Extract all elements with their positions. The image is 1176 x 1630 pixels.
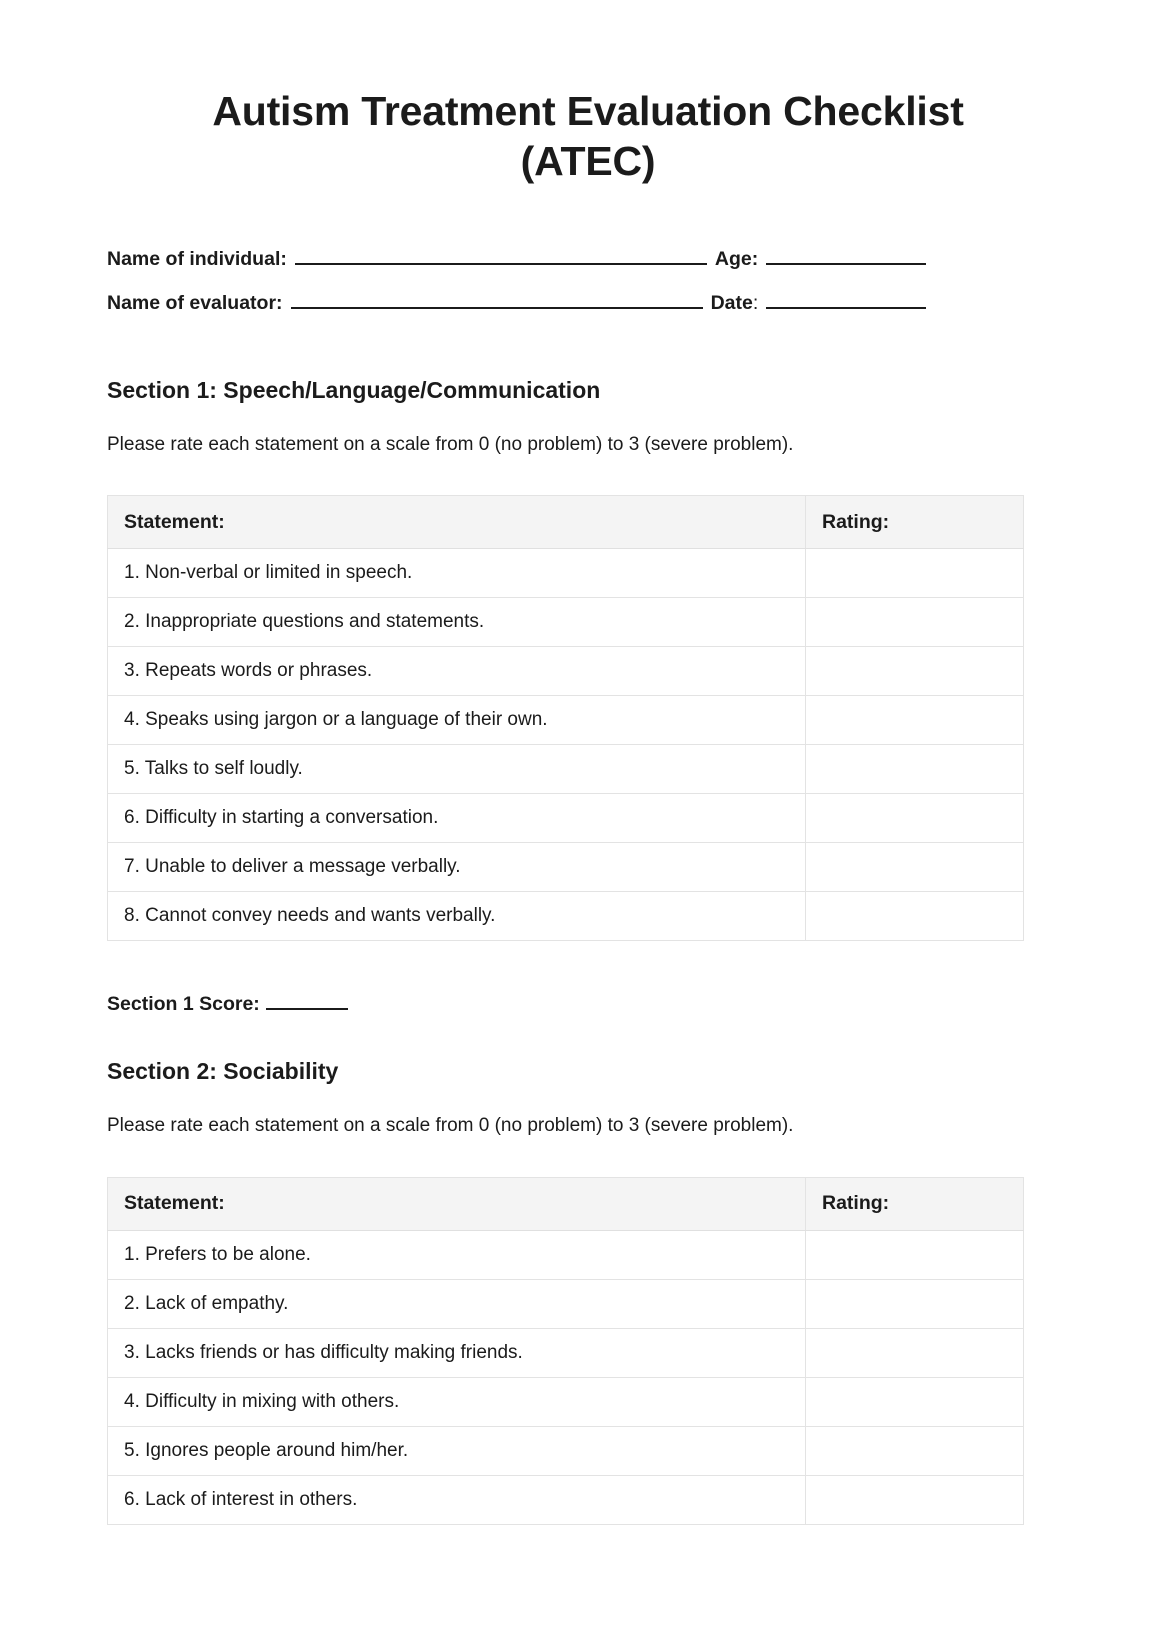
statement-cell: 5. Ignores people around him/her. [108, 1426, 806, 1475]
table-header-row [108, 1177, 1024, 1230]
table-row [108, 1279, 1024, 1328]
table-row [108, 1328, 1024, 1377]
column-header-rating: Rating: [806, 496, 1024, 549]
page-title-line-1: Autism Treatment Evaluation Checklist [212, 88, 964, 134]
table-row [108, 598, 1024, 647]
section-2-instruction: Please rate each statement on a scale from 0 (no problem) to 3 (severe problem). [107, 1114, 794, 1136]
statement-cell: 2. Inappropriate questions and statements. [108, 598, 806, 647]
table-row [108, 696, 1024, 745]
rating-cell[interactable] [806, 843, 1024, 892]
rating-cell[interactable] [806, 1230, 1024, 1279]
rating-cell[interactable] [806, 696, 1024, 745]
table-row [108, 892, 1024, 941]
statement-cell: 1. Prefers to be alone. [108, 1230, 806, 1279]
table-header-row [108, 496, 1024, 549]
column-header-statement: Statement: [108, 1177, 806, 1230]
table-row [108, 549, 1024, 598]
statement-cell: 8. Cannot convey needs and wants verbally. [108, 892, 806, 941]
name-of-individual-input[interactable] [295, 248, 707, 265]
statement-cell: 6. Lack of interest in others. [108, 1475, 806, 1524]
section-1-heading: Section 1: Speech/Language/Communication [107, 377, 601, 404]
rating-cell[interactable] [806, 892, 1024, 941]
name-of-evaluator-input[interactable] [291, 292, 703, 309]
rating-cell[interactable] [806, 1426, 1024, 1475]
table-row [108, 745, 1024, 794]
statement-cell: 3. Repeats words or phrases. [108, 647, 806, 696]
rating-cell[interactable] [806, 794, 1024, 843]
identity-row-evaluator [107, 292, 1069, 314]
column-header-statement: Statement: [108, 496, 806, 549]
section-1-score-line [107, 941, 1069, 1016]
statement-cell: 4. Difficulty in mixing with others. [108, 1377, 806, 1426]
table-row [108, 843, 1024, 892]
name-of-individual-label: Name of individual: [107, 248, 287, 271]
column-header-rating: Rating: [806, 1177, 1024, 1230]
statement-cell: 1. Non-verbal or limited in speech. [108, 549, 806, 598]
section-1-instruction: Please rate each statement on a scale from 0 (no problem) to 3 (severe problem). [107, 433, 794, 455]
section-2-heading: Section 2: Sociability [107, 1058, 339, 1085]
table-row [108, 794, 1024, 843]
date-label: Date [710, 291, 753, 314]
name-of-evaluator-label: Name of evaluator: [107, 291, 283, 314]
statement-cell: 5. Talks to self loudly. [108, 745, 806, 794]
rating-cell[interactable] [806, 1475, 1024, 1524]
rating-cell[interactable] [806, 647, 1024, 696]
statement-cell: 6. Difficulty in starting a conversation. [108, 794, 806, 843]
section-1-score-label: Section 1 Score: [107, 993, 260, 1016]
rating-cell[interactable] [806, 1328, 1024, 1377]
table-row [108, 1377, 1024, 1426]
identity-fields [107, 248, 1069, 313]
statement-cell: 7. Unable to deliver a message verbally. [108, 843, 806, 892]
page-title [107, 0, 1069, 186]
table-row [108, 1230, 1024, 1279]
date-input[interactable] [766, 292, 926, 309]
table-row [108, 647, 1024, 696]
age-input[interactable] [766, 248, 926, 265]
rating-cell[interactable] [806, 745, 1024, 794]
section-1-score-input[interactable] [266, 993, 348, 1010]
identity-row-individual [107, 248, 1069, 270]
statement-cell: 2. Lack of empathy. [108, 1279, 806, 1328]
section-2-table [107, 1177, 1024, 1525]
rating-cell[interactable] [806, 549, 1024, 598]
rating-cell[interactable] [806, 1279, 1024, 1328]
page-title-line-2: (ATEC) [520, 138, 656, 185]
statement-cell: 4. Speaks using jargon or a language of their own. [108, 696, 806, 745]
statement-cell: 3. Lacks friends or has difficulty making friends. [108, 1328, 806, 1377]
section-1-table [107, 495, 1024, 941]
age-label: Age: [714, 248, 759, 271]
rating-cell[interactable] [806, 1377, 1024, 1426]
table-row [108, 1426, 1024, 1475]
rating-cell[interactable] [806, 598, 1024, 647]
table-row [108, 1475, 1024, 1524]
date-label-colon: : [752, 291, 759, 314]
